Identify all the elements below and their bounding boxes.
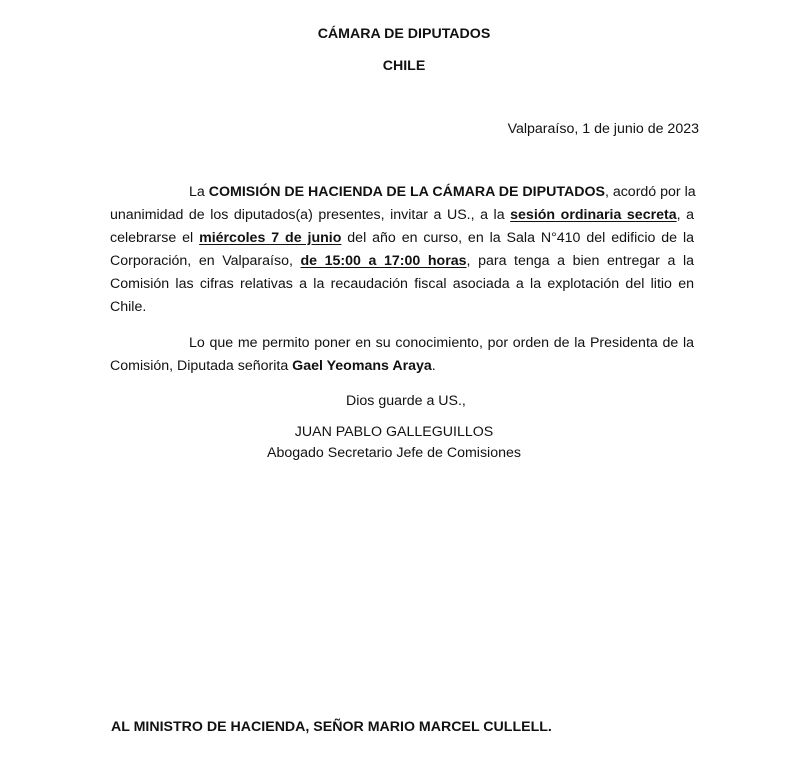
- paragraph-line: [110, 355, 694, 378]
- text-segment: Comisión, Diputada señorita: [110, 358, 293, 374]
- text-segment: celebrarse el: [110, 230, 200, 246]
- closing-line: Dios guarde a US.,: [346, 393, 466, 409]
- paragraph-line: [110, 250, 694, 273]
- text-segment: Corporación, en Valparaíso,: [110, 253, 301, 269]
- session-time: de 15:00 a 17:00 horas: [300, 253, 467, 269]
- session-date: miércoles 7 de junio: [199, 230, 342, 246]
- paragraph-line: [110, 227, 694, 250]
- recipient-line: AL MINISTRO DE HACIENDA, SEÑOR MARIO MARCEL CULLELL.: [111, 719, 552, 735]
- signature-name: JUAN PABLO GALLEGUILLOS: [294, 424, 494, 440]
- header-country: CHILE: [382, 58, 426, 74]
- paragraph-line: Chile.: [110, 299, 147, 315]
- text-segment: del año en curso, en la Sala N°410 del edificio de la: [341, 230, 694, 246]
- president-name: Gael Yeomans Araya: [292, 358, 432, 374]
- text-segment: , a: [676, 207, 694, 223]
- date-line: Valparaíso, 1 de junio de 2023: [507, 121, 699, 137]
- text-segment: , para tenga a bien entregar a la: [466, 253, 695, 269]
- session-type: sesión ordinaria secreta: [510, 207, 677, 223]
- paragraph-line: [110, 181, 694, 204]
- text-segment: La: [189, 184, 209, 200]
- paragraph-notice: [110, 332, 694, 378]
- text-segment: , acordó por la: [604, 184, 696, 200]
- paragraph-line: Comisión las cifras relativas a la recaudación fiscal asociada a la explotación del litio en: [110, 276, 694, 292]
- signature-title: Abogado Secretario Jefe de Comisiones: [267, 445, 521, 461]
- paragraph-line: Lo que me permito poner en su conocimiento, por orden de la Presidenta de la: [189, 335, 694, 351]
- text-segment: unanimidad de los diputados(a) presentes, invitar a US., a la: [110, 207, 511, 223]
- header-institution: CÁMARA DE DIPUTADOS: [317, 26, 491, 42]
- commission-name: COMISIÓN DE HACIENDA DE LA CÁMARA DE DIPUTADOS: [208, 184, 605, 200]
- text-segment: .: [431, 358, 436, 374]
- paragraph-invitation: [110, 181, 694, 319]
- paragraph-line: [110, 204, 694, 227]
